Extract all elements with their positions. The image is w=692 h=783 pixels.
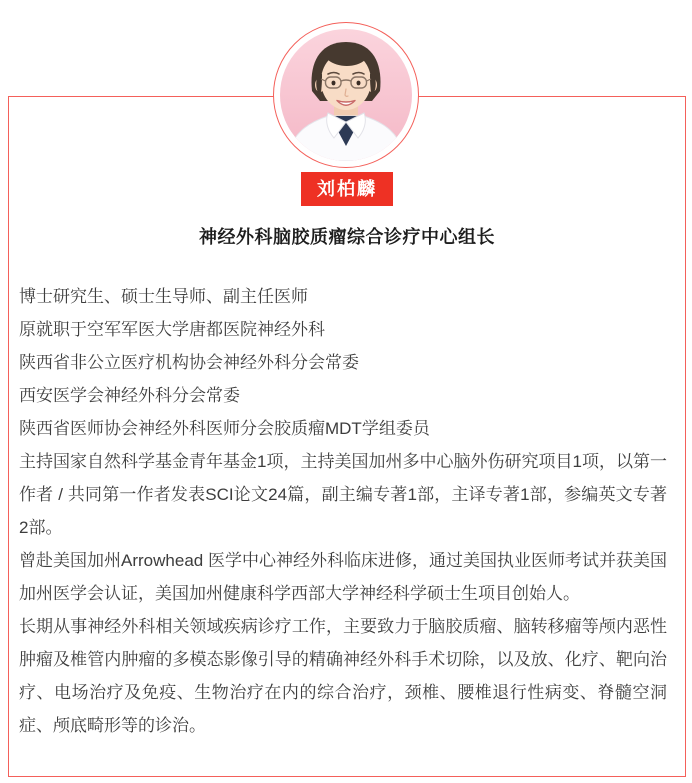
credential-line: 陕西省非公立医疗机构协会神经外科分会常委 [19,353,359,372]
credential-line: 西安医学会神经外科分会常委 [19,386,240,405]
doctor-portrait-photo [280,29,412,161]
credential-line: 陕西省医师协会神经外科医师分会胶质瘤MDT学组委员 [19,419,430,438]
doctor-name-badge: 刘柏麟 [301,172,393,206]
bio-paragraph: 长期从事神经外科相关领域疾病诊疗工作，主要致力于脑胶质瘤、脑转移瘤等颅内恶性肿瘤及椎管内肿瘤的多模态影像引导的精确神经外科手术切除，以及放、化疗、靶向治疗、电场治疗及免疫、生物治疗在内的综合治疗，颈椎、腰椎退行性病变、脊髓空洞症、颅底畸形等的诊治。 [19,617,667,735]
avatar [273,22,419,168]
bio-paragraph: 主持国家自然科学基金青年基金1项，主持美国加州多中心脑外伤研究项目1项，以第一作者 / 共同第一作者发表SCI论文24篇，副主编专著1部，主译专著1部，参编英文专著2部。 [19,452,667,537]
bio-section [19,280,667,742]
profile-title: 神经外科脑胶质瘤综合诊疗中心组长 [199,227,495,247]
credential-line: 原就职于空军军医大学唐都医院神经外科 [19,320,325,339]
bio-paragraph: 曾赴美国加州Arrowhead 医学中心神经外科临床进修，通过美国执业医师考试并获美国加州医学会认证，美国加州健康科学西部大学神经科学硕士生项目创始人。 [19,551,667,603]
credential-line: 博士研究生、硕士生导师、副主任医师 [19,287,308,306]
doctor-portrait-illustration [280,29,412,161]
profile-card [8,96,686,777]
